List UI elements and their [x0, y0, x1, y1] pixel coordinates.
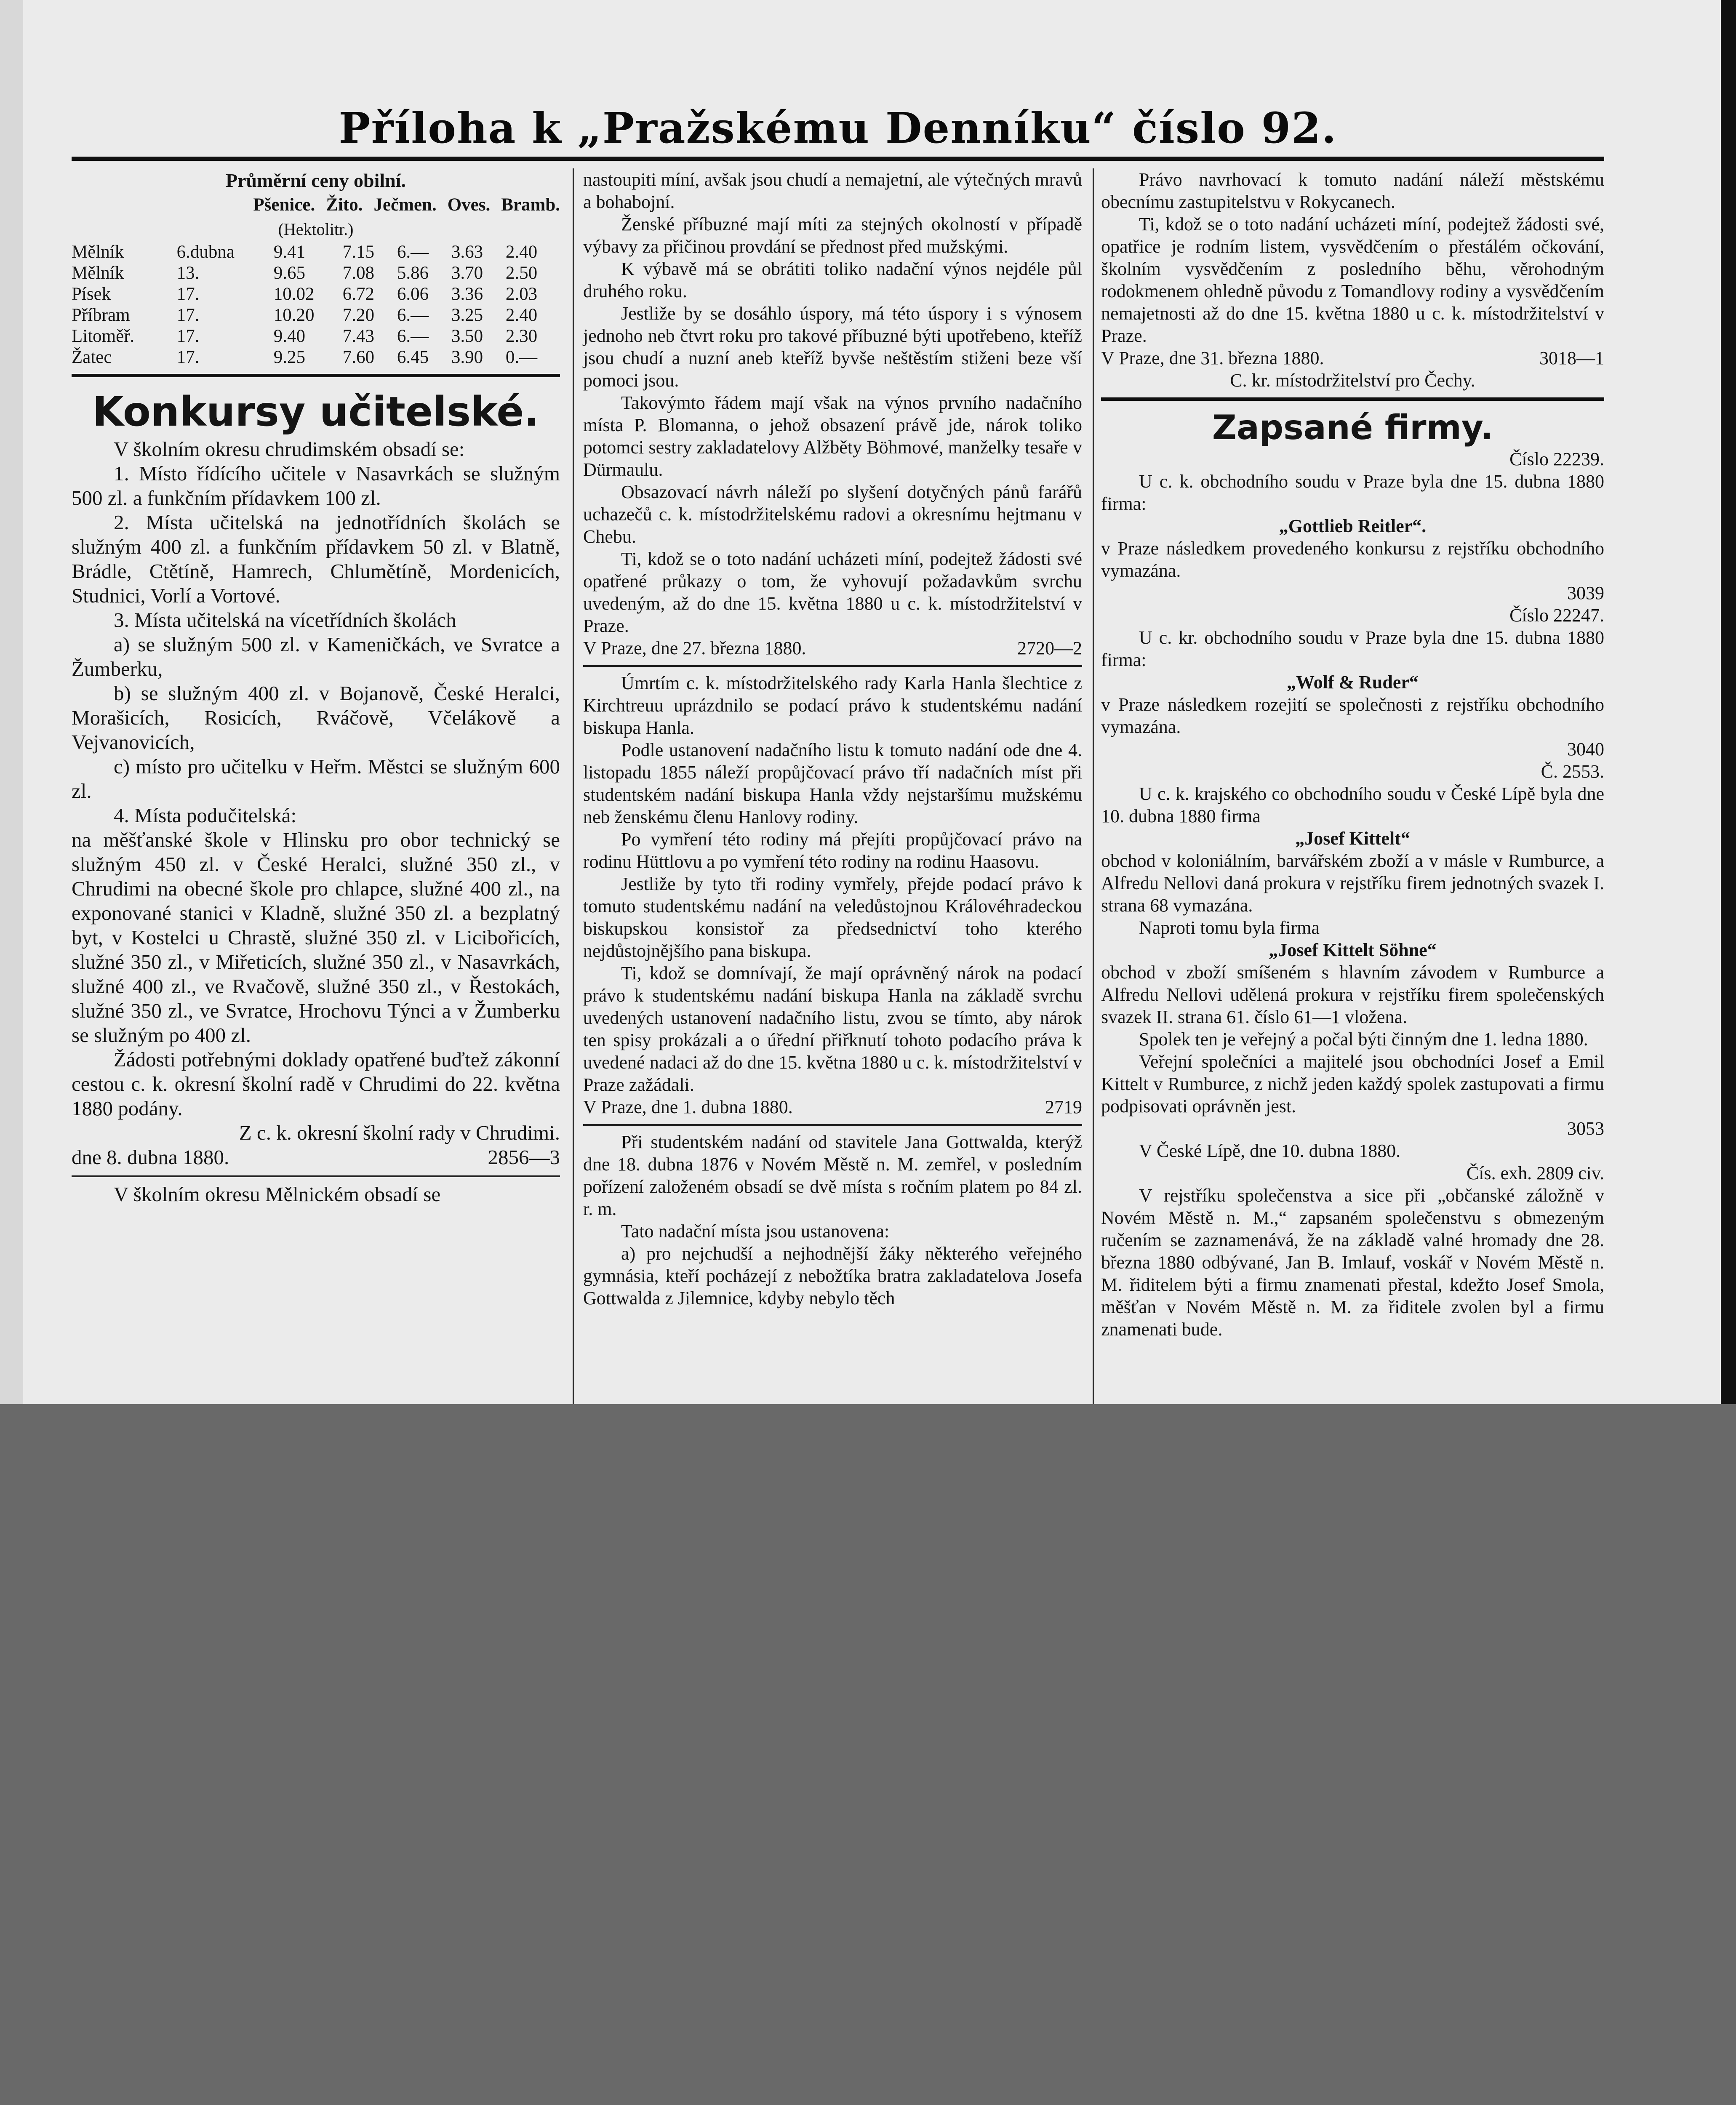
prices-cell: 13.: [176, 263, 200, 283]
paragraph: b) se služným 400 zl. v Bojanově, České Heralci, Morašicích, Rosicích, Rváčově, Včelákově a Vejvanovicích,: [72, 682, 560, 754]
paragraph: Ženské příbuzné mají míti za stejných okolností v případě výbavy za přičinou provdání se přednost před mužskými.: [583, 214, 1082, 257]
paragraph: U c. kr. obchodního soudu v Praze byla dne 15. dubna 1880 firma:: [1101, 627, 1604, 670]
prices-header-cell: Pšenice.: [253, 195, 315, 215]
ref-number: 2720—2: [1017, 638, 1082, 658]
scan-right-edge: [1721, 0, 1736, 1404]
paragraph: U c. k. krajského co obchodního soudu v České Lípě byla dne 10. dubna 1880 firma: [1101, 783, 1604, 826]
firm-name: „Gottlieb Reitler“.: [1279, 516, 1427, 536]
paragraph: 4. Místa podučitelská:: [114, 804, 297, 827]
prices-row: [72, 284, 560, 305]
section-rule: [583, 665, 1082, 667]
prices-cell: 3.50: [451, 326, 483, 346]
ref-number: 3053: [1567, 1118, 1604, 1139]
prices-header-cell: Žito.: [326, 195, 363, 215]
prices-cell: 9.25: [273, 347, 305, 367]
paragraph: Ti, kdož se o toto nadání ucházeti míní, podejtež žádosti své, opatřice je rodním listem, vysvědčením o přestálém očkování, školním vysvědčením z posledního běhu, věrohodným rodokmenem ohledně původu z Tomandlovy rodiny a vysvědčením nemajetnosti až do dne 15. května 1880 u c. k. místodržitelství v Praze.: [1101, 214, 1604, 346]
prices-cell: Litoměř.: [72, 326, 135, 346]
column-1: [72, 168, 560, 1207]
prices-cell: 6.dubna: [176, 242, 235, 262]
prices-cell: Mělník: [72, 263, 124, 283]
paragraph: Jestliže by se dosáhlo úspory, má této úspory i s výnosem jednoho neb čtvrt roku pro takové příbuzné býti upotřebeno, kteříž jsou chudí a nuzní aneb kteříž byvše neštěstím stiženi beze vší pomoci jsou.: [583, 303, 1082, 391]
prices-cell: Žatec: [72, 347, 112, 367]
ref-number: 3039: [1567, 583, 1604, 603]
firm-name: „Josef Kittelt Söhne“: [1269, 940, 1437, 960]
paragraph: Právo navrhovací k tomuto nadání náleží městskému obecnímu zastupitelstvu v Rokycanech.: [1101, 169, 1604, 212]
prices-header: [72, 193, 560, 217]
date-line: [1101, 347, 1604, 369]
paragraph: obchod v koloniálním, barvářském zboží a v másle v Rumburce, a Alfredu Nellovi daná prokura v rejstříku firem jednotných svazek I. strana 68 vymazána.: [1101, 850, 1604, 916]
prices-cell: 3.36: [451, 284, 483, 304]
firm-name: „Josef Kittelt“: [1295, 828, 1410, 849]
date-line: [72, 1145, 560, 1170]
date: V Praze, dne 27. března 1880.: [583, 638, 806, 658]
paragraph: Žádosti potřebnými doklady opatřené buďtež zákonní cestou c. k. okresní školní radě v Chrudimi do 22. května 1880 podány.: [72, 1048, 560, 1120]
prices-cell: 7.43: [342, 326, 375, 346]
paragraph: v Praze následkem provedeného konkursu z rejstříku obchodního vymazána.: [1101, 538, 1604, 581]
firm-name: „Wolf & Ruder“: [1287, 672, 1419, 693]
prices-cell: 2.40: [505, 305, 538, 325]
konkursy-title: Konkursy učitelské.: [92, 388, 539, 435]
paragraph: Obsazovací návrh náleží po slyšení dotyčných pánů farářů uchazečů c. k. místodržitelskému radovi a okresnímu hejtmanu v Chebu.: [583, 482, 1082, 547]
paragraph: Úmrtím c. k. místodržitelského rady Karla Hanla šlechtice z Kirchtreuu uprázdnilo se podací právo k studentskému nadání biskupa Hanla.: [583, 673, 1082, 738]
prices-cell: 7.15: [342, 242, 375, 262]
prices-cell: 3.90: [451, 347, 483, 367]
date: dne 8. dubna 1880.: [72, 1146, 229, 1169]
date: V Praze, dne 31. března 1880.: [1101, 348, 1324, 368]
entry-number: Čís. exh. 2809 civ.: [1466, 1163, 1604, 1183]
prices-cell: 10.02: [273, 284, 315, 304]
prices-cell: 9.65: [273, 263, 305, 283]
paragraph: na měšťanské škole v Hlinsku pro obor technický se služným 450 zl. v České Heralci, služné 350 zl., v Chrudimi na obecné škole pro chlapce, služné 400 zl., na exponované stanici v Kladně, služné 350 zl. a bezplatný byt, v Kostelci u Chrastě, služné 350 zl. v Licibořicích, služné 350 zl., v Miřeticích, služné 350 zl., v Nasavrkách, služné 400 zl., ve Rvačově, služné 350 zl., v Řestokách, služné 350 zl., ve Svratce, Hrochovu Týnci a v Žumberku se služným po 400 zl.: [72, 828, 560, 1047]
prices-row: [72, 242, 560, 263]
section-rule: [1101, 397, 1604, 401]
entry-number: Č. 2553.: [1541, 761, 1604, 782]
prices-cell: 3.25: [451, 305, 483, 325]
prices-cell: 2.40: [505, 242, 538, 262]
paragraph: K výbavě má se obrátiti toliko nadační výnos nejdéle půl druhého roku.: [583, 258, 1082, 301]
paragraph: Takovýmto řádem mají však na výnos prvního nadačního místa P. Blomanna, o jehož obsazení právě jde, nárok toliko potomci sestry zakladatelovy Alžběty Böhmové, manželky tesaře v Dürmaulu.: [583, 392, 1082, 480]
prices-header-cell: Bramb.: [501, 195, 560, 215]
paragraph: Při studentském nadání od stavitele Jana Gottwalda, kterýž dne 18. dubna 1876 v Novém Městě n. M. zemřel, v posledním pořízení založeném obsadí se dvě místa s ročním platem po 84 zl. r. m.: [583, 1132, 1082, 1219]
paragraph: Tato nadační místa jsou ustanovena:: [621, 1221, 890, 1242]
entry-number: Číslo 22247.: [1509, 605, 1604, 626]
paragraph: Podle ustanovení nadačního listu k tomuto nadání ode dne 4. listopadu 1855 náleží propůjčovací právo tří nadačních míst při studentském nadání biskupa Hanla vždy nejstaršímu mužskému neb ženskému členu Hanlovy rodiny.: [583, 740, 1082, 827]
prices-cell: 7.08: [342, 263, 375, 283]
authority: C. kr. místodržitelství pro Čechy.: [1230, 370, 1475, 391]
ref-number: 3040: [1567, 739, 1604, 759]
section-rule: [583, 1124, 1082, 1126]
prices-cell: 9.40: [273, 326, 305, 346]
section-rule: [72, 1175, 560, 1177]
prices-cell: 3.70: [451, 263, 483, 283]
prices-cell: 9.41: [273, 242, 305, 262]
prices-row: [72, 326, 560, 347]
prices-cell: 5.86: [397, 263, 429, 283]
paragraph: v Praze následkem rozejití se společnosti z rejstříku obchodního vymazána.: [1101, 694, 1604, 737]
prices-cell: 7.60: [342, 347, 375, 367]
date: V České Lípě, dne 10. dubna 1880.: [1139, 1140, 1401, 1161]
prices-cell: 17.: [176, 347, 200, 367]
prices-cell: 7.20: [342, 305, 375, 325]
prices-header-cell: Ječmen.: [373, 195, 437, 215]
prices-cell: 10.20: [273, 305, 315, 325]
prices-row: [72, 263, 560, 284]
date-line: [583, 637, 1082, 659]
prices-cell: 17.: [176, 326, 200, 346]
paragraph: Veřejní společníci a majitelé jsou obchodníci Josef a Emil Kittelt v Rumburce, z nichž jeden každý spolek zastupovati a firmu podpisovati oprávněn jest.: [1101, 1051, 1604, 1116]
prices-cell: 2.03: [505, 284, 538, 304]
paragraph: a) se služným 500 zl. v Kameničkách, ve Svratce a Žumberku,: [72, 633, 560, 680]
prices-cell: 17.: [176, 305, 200, 325]
paragraph: Ti, kdož se domnívají, že mají oprávněný nárok na podací právo k studentskému nadání biskupa Hanla na základě svrchu uvedených ustanovení nadačního listu, zvou se tímto, aby nárok ten spisy prokázali a o úřední přiřknutí tohoto podacího práva k uvedené nadaci až do dne 15. května 1880 u c. k. místodržitelství v Praze zažádali.: [583, 963, 1082, 1095]
prices-cell: Mělník: [72, 242, 124, 262]
paragraph: V školním okresu Mělnickém obsadí se: [114, 1183, 441, 1206]
paragraph: 3. Místa učitelská na vícetřídních školách: [114, 608, 456, 632]
paragraph: nastoupiti míní, avšak jsou chudí a nemajetní, ale výtečných mravů a bohabojní.: [583, 169, 1082, 212]
date: V Praze, dne 1. dubna 1880.: [583, 1097, 793, 1117]
prices-cell: 6.06: [397, 284, 429, 304]
firmy-title: Zapsané firmy.: [1212, 408, 1493, 447]
column-3: [1101, 168, 1604, 1340]
prices-table: [72, 242, 560, 368]
masthead: Příloha k „Pražskému Denníku“ číslo 92.: [339, 103, 1337, 153]
paragraph: Naproti tomu byla firma: [1139, 917, 1320, 938]
paragraph: V rejstříku společenstva a sice při „občanské záložně v Novém Městě n. M.,“ zapsaném společenstvu s obmezeným ručením se zaznamenává, že na základě valné hromady dne 28. března 1880 odbývané, Jan B. Imlauf, voskář v Novém Městě n. M. řiditelem býti a firmu znamenati přestal, kdežto Josef Smola, měšťan v Novém Městě n. M. za řiditele zvolen byl a firmu znamenati bude.: [1101, 1185, 1604, 1340]
paragraph: 1. Místo řídícího učitele v Nasavrkách se služným 500 zl. a funkčním přídavkem 100 zl.: [72, 462, 560, 509]
paragraph: Jestliže by tyto tři rodiny vymřely, přejde podací právo k tomuto studentskému nadání na veledůstojnou Královéhradeckou biskupskou konsistoř za předsednictví toho kterého nejdůstojnějšího pana biskupa.: [583, 874, 1082, 961]
prices-cell: Příbram: [72, 305, 130, 325]
ref-number: 2856—3: [488, 1146, 560, 1169]
paragraph: U c. k. obchodního soudu v Praze byla dne 15. dubna 1880 firma:: [1101, 471, 1604, 514]
prices-cell: 6.45: [397, 347, 429, 367]
paragraph: c) místo pro učitelku v Heřm. Městci se služným 600 zl.: [72, 755, 560, 802]
ref-number: 2719: [1045, 1097, 1082, 1117]
prices-cell: 6.72: [342, 284, 375, 304]
prices-header-cell: Oves.: [447, 195, 491, 215]
prices-row: [72, 305, 560, 326]
prices-unit: (Hektolitr.): [278, 220, 354, 239]
paragraph: Spolek ten je veřejný a počal býti činným dne 1. ledna 1880.: [1139, 1029, 1588, 1050]
column-2: [583, 168, 1082, 1309]
scan-left-edge: [0, 0, 23, 1404]
paragraph: V školním okresu chrudimském obsadí se:: [114, 437, 465, 461]
prices-cell: 6.—: [397, 305, 429, 325]
paragraph: a) pro nejchudší a nejhodnější žáky některého veřejného gymnásia, kteří pocházejí z nebožtíka bratra zakladatelova Josefa Gottwalda z Jilemnice, kdyby nebylo těch: [583, 1243, 1082, 1308]
entry-number: Číslo 22239.: [1509, 449, 1604, 469]
column-rule: [573, 168, 574, 1404]
prices-cell: 3.63: [451, 242, 483, 262]
column-rule: [1093, 168, 1094, 1404]
prices-cell: 0.—: [505, 347, 538, 367]
paragraph: 2. Místa učitelská na jednotřídních školách se služným 400 zl. a funkčním přídavkem 50 zl. v Blatně, Brádle, Ctětíně, Hamrech, Chlumětíně, Mordenicích, Studnici, Vorlí a Vortové.: [72, 511, 560, 607]
masthead-rule: [72, 157, 1604, 161]
paragraph: Ti, kdož se o toto nadání ucházeti míní, podejtež žádosti své opatřené průkazy o tom, že vyhovují požadavkům svrchu uvedeným, až do dne 15. května 1880 u c. k. místodržitelství v Praze.: [583, 549, 1082, 636]
paragraph: Po vymření této rodiny má přejíti propůjčovací právo na rodinu Hüttlovu a po vymření této rodiny na rodinu Haasovu.: [583, 829, 1082, 872]
prices-title: Průměrní ceny obilní.: [225, 170, 406, 191]
prices-cell: 2.50: [505, 263, 538, 283]
prices-cell: Písek: [72, 284, 111, 304]
prices-cell: 6.—: [397, 242, 429, 262]
signature: Z c. k. okresní školní rady v Chrudimi.: [239, 1121, 560, 1144]
section-rule: [72, 374, 560, 377]
prices-row: [72, 347, 560, 368]
prices-cell: 2.30: [505, 326, 538, 346]
ref-number: 3018—1: [1539, 348, 1604, 368]
paragraph: obchod v zboží smíšeném s hlavním závodem v Rumburce a Alfredu Nellovi udělená prokura v rejstříku firem společenských svazek II. strana 61. číslo 61—1 vložena.: [1101, 962, 1604, 1027]
date-line: [583, 1096, 1082, 1118]
prices-cell: 6.—: [397, 326, 429, 346]
prices-cell: 17.: [176, 284, 200, 304]
